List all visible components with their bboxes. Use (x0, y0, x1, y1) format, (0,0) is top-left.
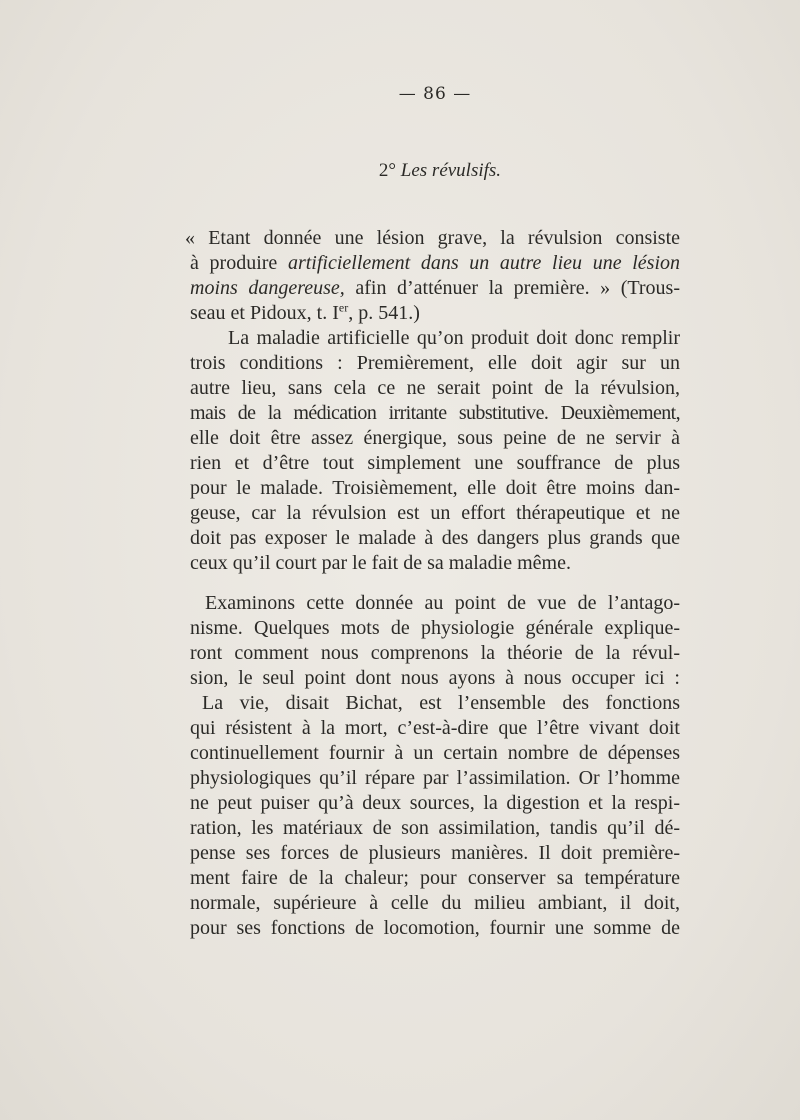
section-number: 2° (378, 160, 397, 181)
text-line (190, 250, 680, 276)
text-span: physiologiques qu’il répare par l’assimilation. Or l’homme (190, 767, 680, 789)
text-span: ration, les matériaux de son assimilation, tandis qu’il dé- (190, 817, 680, 839)
text-span: seau et Pidoux, t. I (190, 302, 339, 324)
text-span: geuse, car la révulsion est un effort thérapeutique et ne (190, 502, 680, 524)
text-span: rien et d’être tout simplement une souffrance de plus (190, 452, 680, 474)
page-number: — 86 — (398, 84, 472, 104)
text-span: ront comment nous comprenons la théorie de la révul- (190, 642, 680, 664)
text-line (190, 450, 680, 476)
text-span: Examinons cette donnée au point de vue de l’antago- (205, 592, 680, 614)
text-span: doit pas exposer le malade à des dangers plus grands que (190, 527, 680, 549)
text-line (190, 890, 680, 916)
text-line (190, 765, 680, 791)
text-line (205, 590, 680, 616)
text-span: afin d’atténuer la première. » (Trous- (355, 277, 681, 299)
text-span: , p. 541.) (348, 302, 420, 324)
text-span: autre lieu, sans cela ce ne serait point de la révulsion, (190, 377, 680, 399)
section-title: Les révulsifs. (400, 160, 502, 181)
text-line (190, 275, 680, 301)
text-span: à produire (190, 252, 278, 274)
text-span: continuellement fournir à un certain nombre de dépenses (190, 742, 680, 764)
text-line (190, 740, 680, 766)
text-span: qui résistent à la mort, c’est-à-dire que l’être vivant doit (190, 717, 680, 739)
text-line (185, 225, 680, 251)
text-span: elle doit être assez énergique, sous peine de ne servir à (190, 427, 680, 449)
text-line (190, 665, 680, 691)
text-span: mais de la médication irritante substitutive. Deuxièmement, (190, 402, 680, 424)
text-line (190, 790, 680, 816)
text-line (190, 475, 680, 501)
text-span: « Etant donnée une lésion grave, la révulsion consiste (185, 227, 680, 249)
superscript: er (338, 300, 349, 315)
text-line (190, 840, 680, 866)
text-line (190, 300, 680, 326)
text-line (190, 400, 680, 426)
text-line (190, 915, 680, 941)
text-line (190, 350, 680, 376)
text-line (190, 375, 680, 401)
text-line (228, 325, 680, 351)
text-span: La vie, disait Bichat, est l’ensemble des fonctions (202, 692, 680, 714)
text-line (190, 500, 680, 526)
text-span: ment faire de la chaleur; pour conserver sa température (190, 867, 680, 889)
text-line (190, 865, 680, 891)
text-span: nisme. Quelques mots de physiologie générale explique- (190, 617, 680, 639)
text-span: ceux qu’il court par le fait de sa maladie même. (190, 552, 571, 574)
text-line (190, 550, 680, 576)
text-span: trois conditions : Premièrement, elle doit agir sur un (190, 352, 680, 374)
text-span: pense ses forces de plusieurs manières. Il doit première- (190, 842, 680, 864)
text-line (190, 815, 680, 841)
text-span: pour ses fonctions de locomotion, fournir une somme de (190, 917, 680, 939)
emphasis-text: moins dangereuse, (190, 277, 345, 299)
section-heading (0, 160, 800, 182)
text-span: normale, supérieure à celle du milieu ambiant, il doit, (190, 892, 680, 914)
text-line (190, 525, 680, 551)
text-span: pour le malade. Troisièmement, elle doit être moins dan- (190, 477, 680, 499)
text-line (190, 425, 680, 451)
text-line (202, 690, 680, 716)
text-line (190, 615, 680, 641)
text-span: ne peut puiser qu’à deux sources, la digestion et la respi- (190, 792, 680, 814)
text-line (190, 715, 680, 741)
text-span: La maladie artificielle qu’on produit doit donc remplir (228, 327, 680, 349)
text-span: sion, le seul point dont nous ayons à nous occuper ici : (190, 667, 680, 689)
emphasis-text: artificiellement dans un autre lieu une lésion (287, 252, 681, 274)
text-line (190, 640, 680, 666)
